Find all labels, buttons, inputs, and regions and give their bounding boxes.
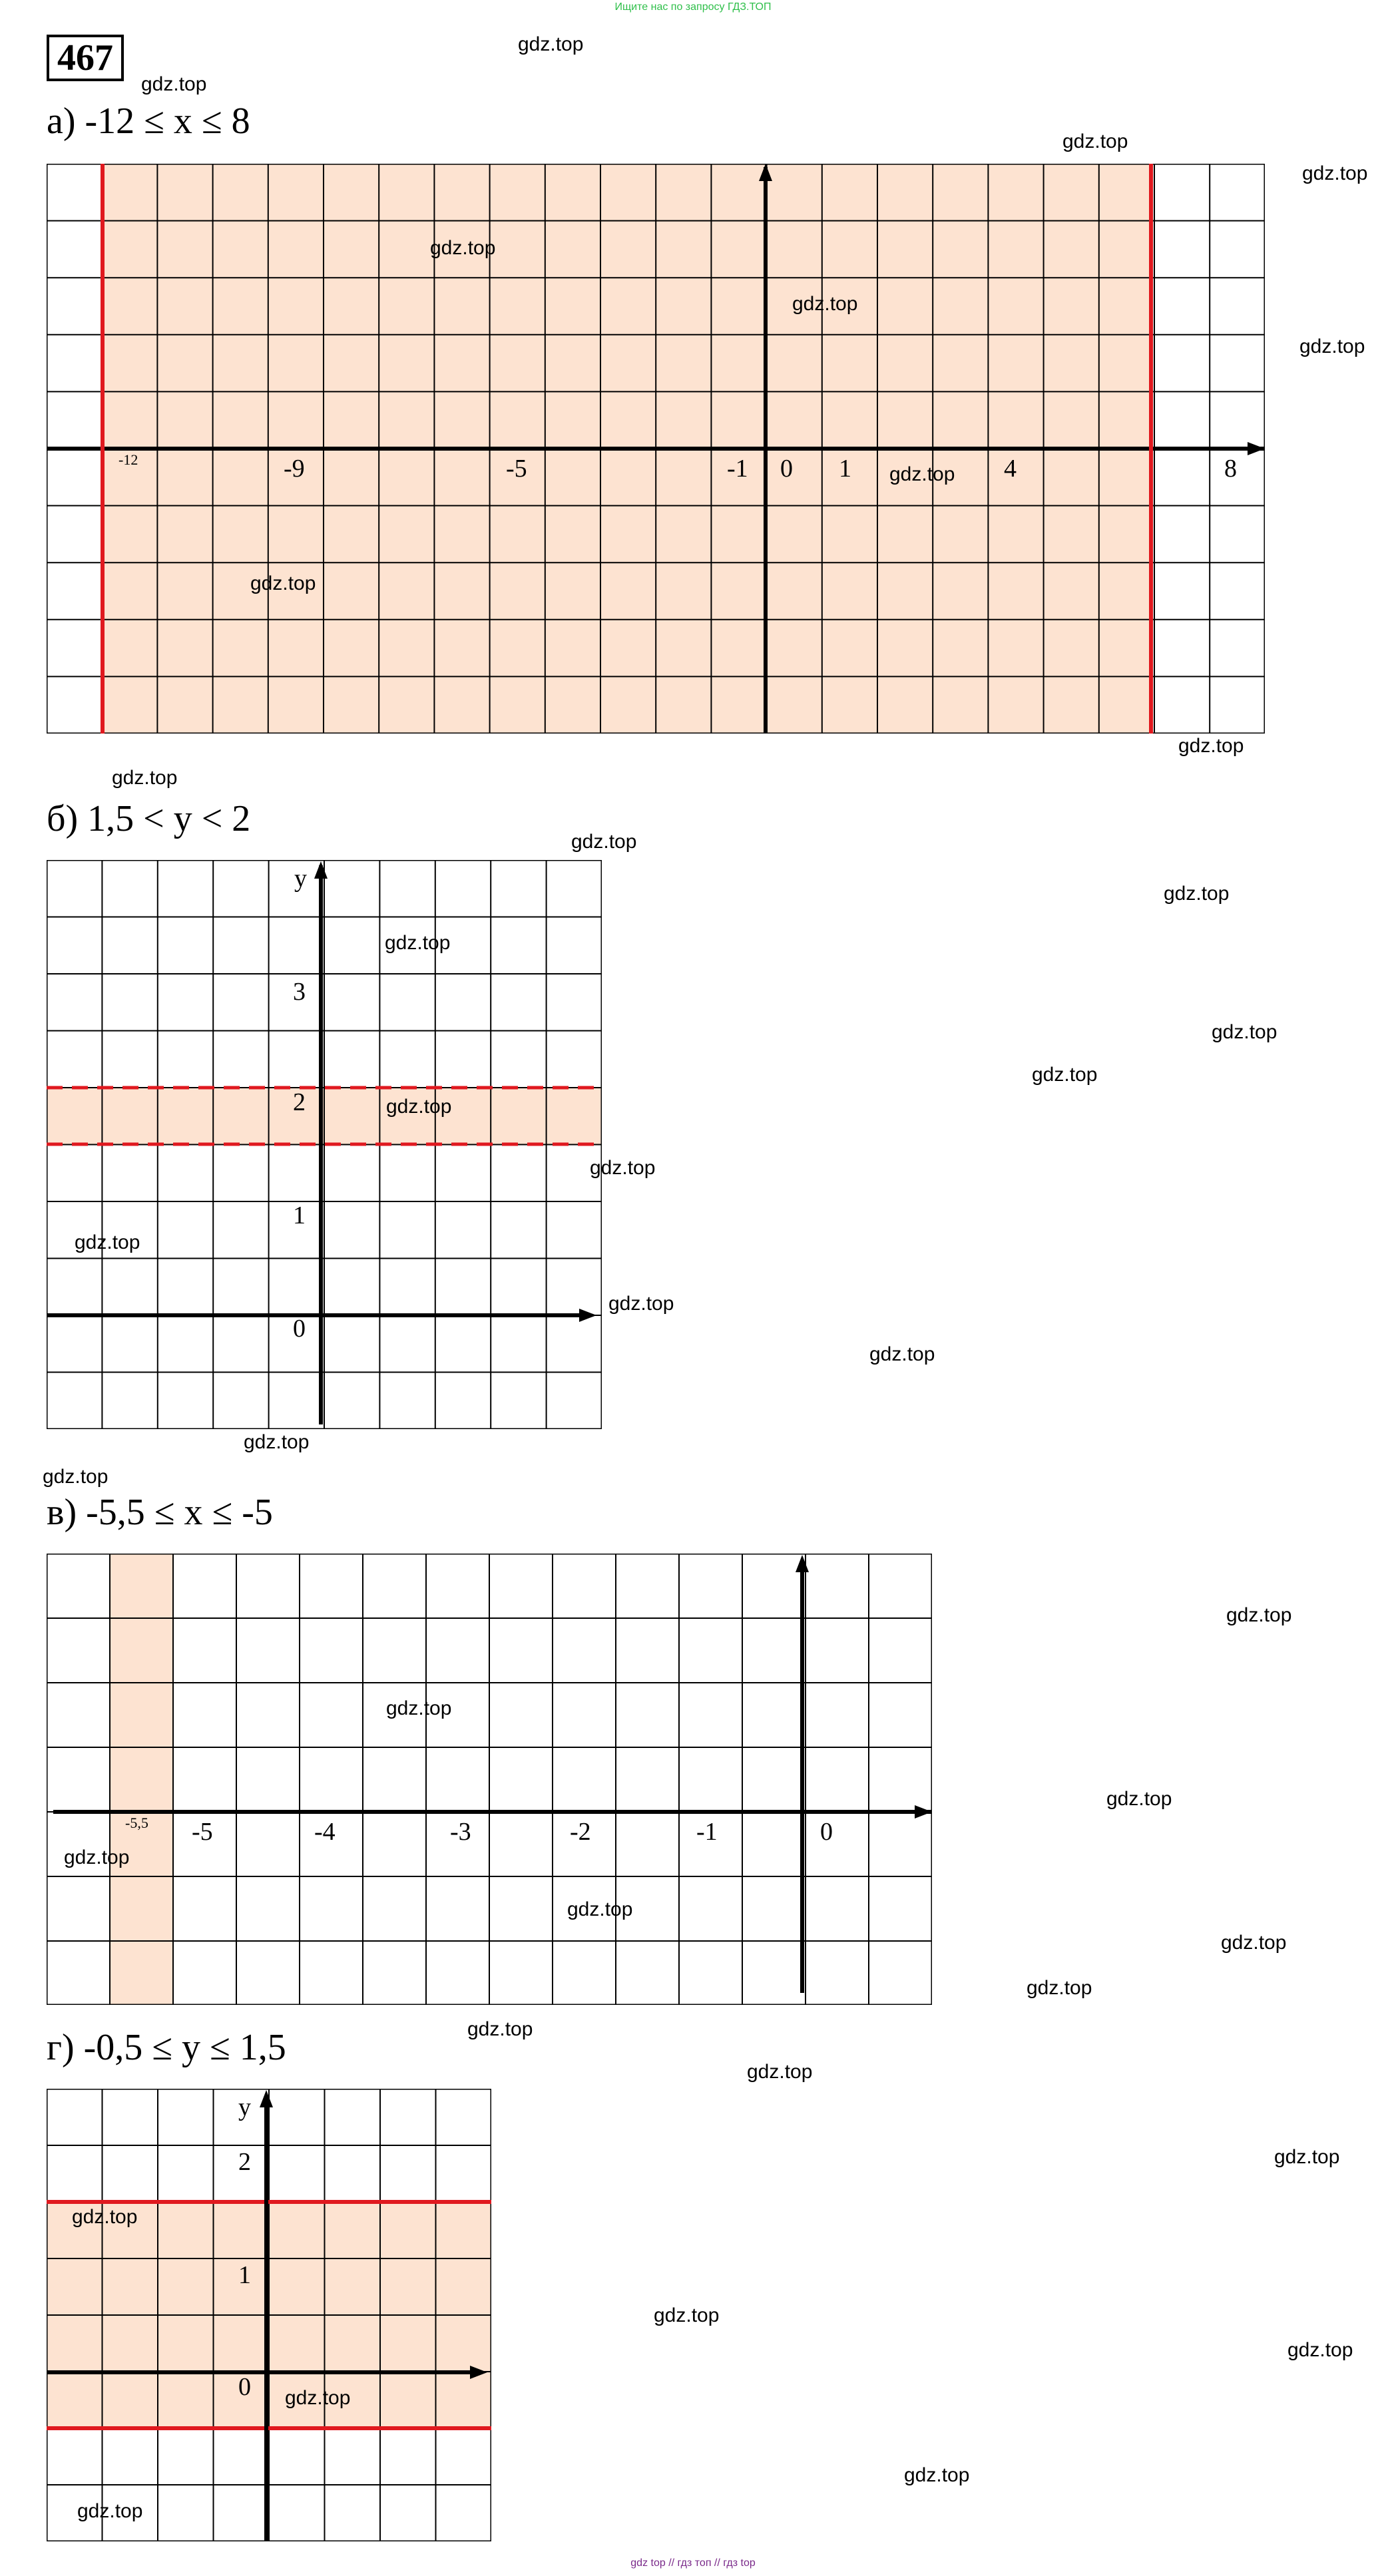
watermark: gdz.top — [141, 73, 207, 95]
watermark: gdz.top — [904, 2464, 970, 2486]
watermark: gdz.top — [1178, 735, 1244, 757]
watermark: gdz.top — [1032, 1064, 1098, 1086]
part-a-label-minus12: -12 — [118, 451, 138, 468]
watermark: gdz.top — [518, 33, 584, 55]
part-b-label-y: y — [294, 865, 307, 893]
watermark: gdz.top — [1106, 1788, 1172, 1810]
top-banner: Ищите нас по запросу ГДЗ.ТОП — [614, 1, 772, 13]
part-a-label-0: 0 — [780, 455, 793, 483]
part-g-label-1: 1 — [238, 2261, 251, 2289]
part-a-graph — [47, 164, 1265, 734]
part-b-label-0: 0 — [293, 1315, 306, 1343]
part-a-label-1: 1 — [839, 455, 851, 483]
watermark: gdz.top — [1164, 883, 1230, 905]
watermark: gdz.top — [75, 1231, 140, 1253]
part-b-label-1: 1 — [293, 1201, 306, 1229]
part-v-shaded-region — [110, 1554, 173, 2005]
watermark: gdz.top — [430, 237, 496, 259]
part-v-label-minus1: -1 — [696, 1818, 718, 1846]
watermark: gdz.top — [1274, 2146, 1340, 2168]
watermark: gdz.top — [1302, 162, 1368, 184]
part-v-label-minus5: -5 — [192, 1818, 213, 1846]
watermark: gdz.top — [244, 1431, 310, 1453]
part-b-label-3: 3 — [293, 978, 306, 1006]
watermark: gdz.top — [467, 2018, 533, 2040]
part-g-label-2: 2 — [238, 2148, 251, 2176]
watermark: gdz.top — [77, 2500, 143, 2522]
part-g-label-0: 0 — [238, 2373, 251, 2401]
watermark: gdz.top — [1299, 335, 1365, 357]
watermark: gdz.top — [43, 1466, 109, 1488]
watermark: gdz.top — [1212, 1021, 1277, 1043]
part-a-label-minus9: -9 — [284, 455, 305, 483]
watermark: gdz.top — [889, 463, 955, 485]
bottom-banner: gdz top // гдз топ // гдз top — [630, 2557, 756, 2569]
watermark: gdz.top — [385, 932, 451, 954]
watermark: gdz.top — [654, 2304, 720, 2326]
part-b-label-2: 2 — [293, 1088, 306, 1116]
part-a-label-minus5: -5 — [506, 455, 527, 483]
part-g-label-y: y — [238, 2093, 251, 2121]
watermark: gdz.top — [1027, 1977, 1092, 1999]
part-v-label-minus4: -4 — [314, 1818, 336, 1846]
part-g-heading: г) -0,5 ≤ y ≤ 1,5 — [47, 2027, 286, 2068]
part-b-graph — [47, 860, 602, 1429]
part-b-heading: б) 1,5 < y < 2 — [47, 798, 251, 839]
part-v-label-minus3: -3 — [450, 1818, 471, 1846]
watermark: gdz.top — [1062, 130, 1128, 152]
watermark: gdz.top — [747, 2061, 813, 2083]
watermark: gdz.top — [608, 1293, 674, 1315]
part-v-label-0: 0 — [820, 1818, 833, 1846]
watermark: gdz.top — [571, 831, 637, 853]
part-v-graph — [47, 1554, 932, 2005]
part-a-heading: а) -12 ≤ x ≤ 8 — [47, 101, 250, 142]
watermark: gdz.top — [64, 1846, 130, 1868]
watermark: gdz.top — [792, 293, 858, 315]
part-g-graph — [47, 2089, 491, 2541]
exercise-number: 467 — [47, 35, 124, 81]
watermark: gdz.top — [567, 1898, 633, 1920]
part-a-label-8: 8 — [1224, 455, 1237, 483]
part-v-heading: в) -5,5 ≤ x ≤ -5 — [47, 1492, 273, 1533]
watermark: gdz.top — [869, 1343, 935, 1365]
watermark: gdz.top — [285, 2387, 351, 2409]
part-v-label-minus5-5: -5,5 — [125, 1815, 148, 1831]
watermark: gdz.top — [386, 1697, 452, 1719]
watermark: gdz.top — [1226, 1604, 1292, 1626]
watermark: gdz.top — [1287, 2339, 1353, 2361]
watermark: gdz.top — [72, 2206, 138, 2228]
watermark: gdz.top — [250, 572, 316, 594]
watermark: gdz.top — [590, 1157, 656, 1179]
part-a-label-4: 4 — [1004, 455, 1017, 483]
watermark: gdz.top — [386, 1096, 452, 1118]
watermark: gdz.top — [112, 767, 178, 789]
watermark: gdz.top — [1221, 1932, 1287, 1954]
part-a-label-minus1: -1 — [727, 455, 748, 483]
part-v-label-minus2: -2 — [570, 1818, 591, 1846]
